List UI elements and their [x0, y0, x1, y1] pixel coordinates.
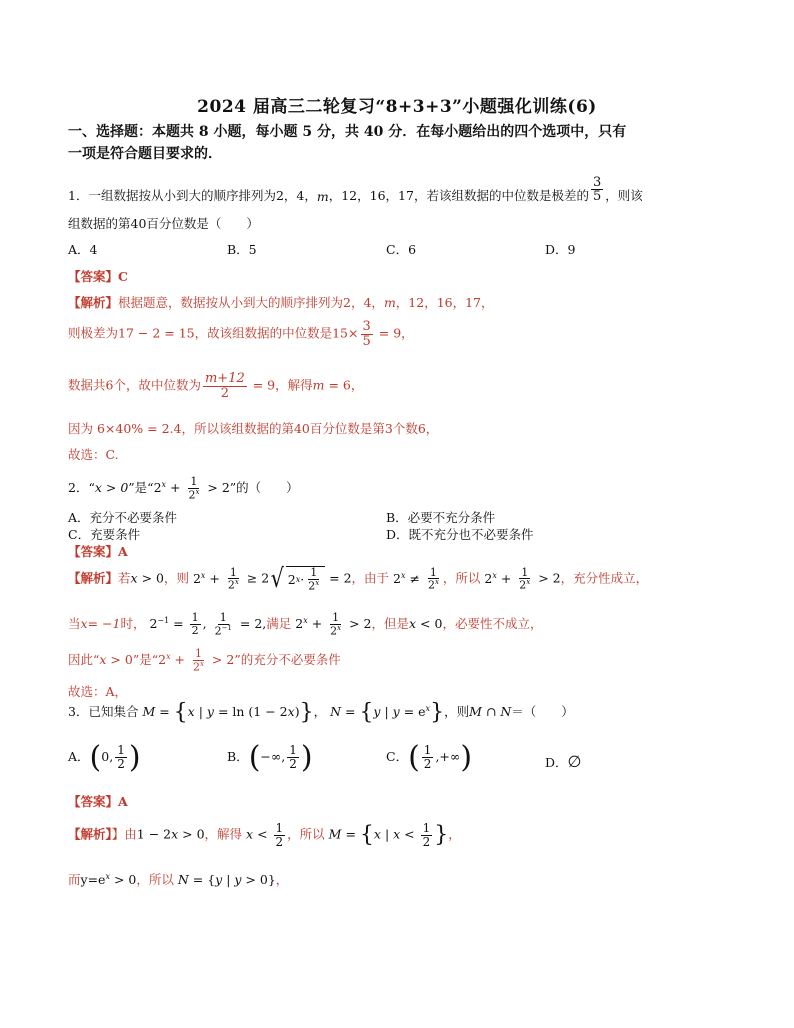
page-title: 2024 届高三二轮复习“8+3+3”小题强化训练(6)	[197, 97, 597, 117]
q1-option-b: B．5	[227, 242, 257, 257]
q1-analysis-line4: 因为 6×40% = 2.4，所以该组数据的第40百分位数是第3个数6，	[68, 421, 439, 436]
q3-option-b: B．(−∞, $\frac{1}{2}$ )	[227, 740, 313, 775]
question-1-stem-line2: 组数据的第40百分位数是（ ）	[68, 216, 259, 231]
q1-choose: 故选：C.	[68, 447, 119, 462]
fraction-3-5: $\frac{3}{5}$	[592, 174, 602, 205]
q2-answer: 【答案】A	[68, 544, 128, 559]
q1-option-a: A．4	[68, 242, 98, 257]
q3-answer: 【答案】A	[68, 794, 128, 809]
q2-option-b: B．必要不充分条件	[386, 510, 496, 525]
q2-analysis-line1: 【解析】若x > 0，则 $2^x$ + $\frac{1}{2^x}$ ≥ 2 √ 2 x · $\frac{1}{2^x}$ = 2，由于 $2^x$ ≠ $\frac{1}{2^x}$ ，所以 $2^x$ + $\frac{1}{2^x}$ > 2，充分性成立，	[68, 564, 649, 594]
q2-choose: 故选：A，	[68, 684, 128, 699]
q2-analysis-line3: 因此“x > 0”是“$2^x$ + $\frac{1}{2^x}$ > 2”的充分不必要条件	[68, 647, 341, 674]
section-heading-line1: 一、选择题：本题共 8 小题，每小题 5 分，共 40 分．在每小题给出的四个选项中，只有	[68, 124, 627, 140]
q2-option-a: A．充分不必要条件	[68, 510, 178, 525]
q2-option-d: D．既不充分也不必要条件	[386, 527, 534, 542]
q1-option-d: D．9	[545, 242, 576, 257]
q3-analysis-line2: 而$y=e^x > 0$，所以 N = {y | y > 0}，	[68, 871, 289, 887]
q3-option-d: D．∅	[545, 752, 582, 771]
q1-option-c: C．6	[386, 242, 417, 257]
question-3-stem: 3．已知集合 M = {x | y = ln (1 − 2x)}， N = {y | $y = e^x$}，则M ∩ N＝（ ）	[68, 700, 574, 725]
q3-option-c: C．( $\frac{1}{2}$ ,+∞)	[386, 740, 473, 775]
q2-analysis-line2: 当x= −1时， $2^{-1}$ = $\frac{1}{2}$ , $\frac{1}{2^{-1}}$ = 2,满足 $2^x$ + $\frac{1}{2^x}$ > 2，但是x < 0，必要性不成立，	[68, 611, 543, 638]
q3-option-a: A．(0, $\frac{1}{2}$ )	[68, 740, 141, 775]
section-heading-line2: 一项是符合题目要求的．	[68, 146, 222, 162]
question-1-stem: 1．一组数据按从小到大的顺序排列为2，4，m，12，16，17，若该组数据的中位数是极差的 $\frac{3}{5}$ ，则该	[68, 174, 643, 205]
q1-analysis-line3: 数据共6个，故中位数为 $\frac{m+12}{2}$ = 9，解得m = 6，	[68, 371, 364, 401]
question-2-stem: 2．“x > 0”是“$2^x$ + $\frac{1}{2^x}$ > 2”的（ ）	[68, 475, 299, 502]
q2-option-c: C．充要条件	[68, 527, 141, 542]
q1-analysis-line1: 【解析】根据题意，数据按从小到大的顺序排列为2，4，m，12，16，17，	[68, 295, 494, 310]
q3-analysis-line1: 【解析】】由1 − 2x > 0，解得 x < $\frac{1}{2}$ ，所以 M = {x | x < $\frac{1}{2}$ }，	[68, 821, 461, 849]
q1-answer: 【答案】C	[68, 269, 128, 284]
q1-analysis-line2: 则极差为17 − 2 = 15，故该组数据的中位数是15× $\frac{3}{5}$ = 9，	[68, 319, 414, 349]
